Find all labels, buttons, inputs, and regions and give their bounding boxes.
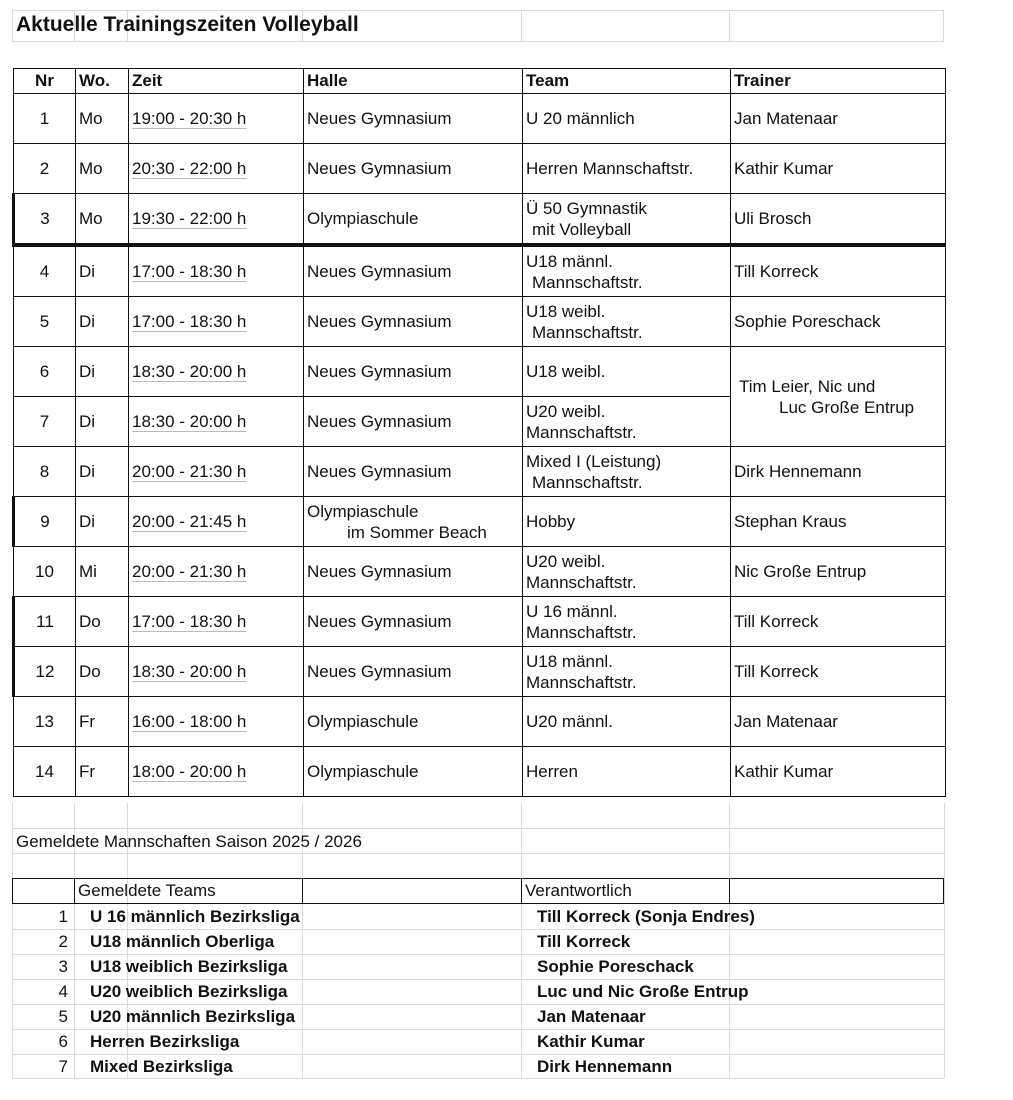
cell-nr: 9 bbox=[14, 497, 76, 547]
cell-time[interactable] bbox=[129, 245, 304, 297]
cell-trainer: Till Korreck bbox=[731, 597, 946, 647]
cell-time[interactable] bbox=[129, 144, 304, 194]
table-row bbox=[14, 747, 946, 797]
time-link[interactable]: 17:00 - 18:30 h bbox=[132, 312, 247, 331]
cell-trainer: Till Korreck bbox=[731, 647, 946, 697]
time-link[interactable]: 20:00 - 21:45 h bbox=[132, 512, 247, 531]
table-row bbox=[14, 547, 946, 597]
table-row bbox=[14, 347, 946, 397]
team-name: U 16 männlich Bezirksliga bbox=[90, 907, 300, 926]
column-header-nr: Nr bbox=[14, 69, 76, 94]
time-link[interactable]: 20:30 - 22:00 h bbox=[132, 159, 247, 178]
cell-weekday: Mi bbox=[76, 547, 129, 597]
cell-hall: Neues Gymnasium bbox=[304, 347, 523, 397]
team-line-2: Mannschaftstr. bbox=[526, 422, 637, 442]
cell-nr: 10 bbox=[14, 547, 76, 597]
list-item bbox=[12, 904, 944, 929]
team-name: U20 männlich Bezirksliga bbox=[90, 1007, 296, 1026]
team-number: 7 bbox=[58, 1057, 68, 1076]
cell-nr: 11 bbox=[14, 597, 76, 647]
table-row bbox=[14, 597, 946, 647]
cell-team: U20 männl. bbox=[523, 697, 731, 747]
cell-nr: 4 bbox=[14, 245, 76, 297]
cell-time[interactable] bbox=[129, 397, 304, 447]
cell-team bbox=[523, 194, 731, 246]
cell-trainer: Till Korreck bbox=[731, 245, 946, 297]
cell-nr: 1 bbox=[14, 94, 76, 144]
cell-team: Herren bbox=[523, 747, 731, 797]
cell-time[interactable] bbox=[129, 347, 304, 397]
cell-time[interactable] bbox=[129, 194, 304, 246]
cell-hall: Neues Gymnasium bbox=[304, 144, 523, 194]
cell-hall: Neues Gymnasium bbox=[304, 297, 523, 347]
team-responsible: Till Korreck bbox=[537, 932, 631, 951]
time-link[interactable]: 18:30 - 20:00 h bbox=[132, 362, 247, 381]
cell-weekday: Fr bbox=[76, 697, 129, 747]
trainer-line-1: Tim Leier, Nic und bbox=[739, 376, 876, 396]
cell-weekday: Do bbox=[76, 647, 129, 697]
cell-hall: Olympiaschule bbox=[304, 697, 523, 747]
list-item bbox=[12, 1004, 944, 1029]
team-line-1: U18 männl. bbox=[526, 251, 613, 271]
team-line-2: Mannschaftstr. bbox=[532, 272, 643, 292]
cell-weekday: Di bbox=[76, 447, 129, 497]
cell-weekday: Di bbox=[76, 297, 129, 347]
cell-time[interactable] bbox=[129, 297, 304, 347]
cell-weekday: Di bbox=[76, 397, 129, 447]
cell-trainer: Sophie Poreschack bbox=[731, 297, 946, 347]
team-responsible: Sophie Poreschack bbox=[537, 957, 694, 976]
cell-hall: Neues Gymnasium bbox=[304, 447, 523, 497]
cell-hall: Neues Gymnasium bbox=[304, 597, 523, 647]
teams-header-empty-cell bbox=[302, 878, 522, 904]
team-line-1: U18 männl. bbox=[526, 651, 613, 671]
cell-nr: 8 bbox=[14, 447, 76, 497]
time-link[interactable]: 20:00 - 21:30 h bbox=[132, 462, 247, 481]
list-item bbox=[12, 1054, 944, 1079]
cell-weekday: Di bbox=[76, 245, 129, 297]
cell-time[interactable] bbox=[129, 747, 304, 797]
team-number: 4 bbox=[58, 982, 68, 1001]
team-number: 1 bbox=[58, 907, 68, 926]
team-line-1: U18 weibl. bbox=[526, 301, 606, 321]
cell-time[interactable] bbox=[129, 497, 304, 547]
team-name: U18 weiblich Bezirksliga bbox=[90, 957, 288, 976]
cell-nr: 13 bbox=[14, 697, 76, 747]
cell-weekday: Di bbox=[76, 347, 129, 397]
trainer-line-2: Luc Große Entrup bbox=[779, 397, 915, 417]
time-link[interactable]: 18:30 - 20:00 h bbox=[132, 662, 247, 681]
table-row bbox=[14, 144, 946, 194]
team-responsible: Dirk Hennemann bbox=[537, 1057, 673, 1076]
cell-nr: 3 bbox=[14, 194, 76, 246]
table-row bbox=[14, 447, 946, 497]
cell-trainer: Jan Matenaar bbox=[731, 697, 946, 747]
hall-line-2: im Sommer Beach bbox=[347, 522, 487, 542]
team-name: Herren Bezirksliga bbox=[90, 1032, 240, 1051]
column-header-weekday: Wo. bbox=[76, 69, 129, 94]
cell-time[interactable] bbox=[129, 94, 304, 144]
table-row bbox=[14, 297, 946, 347]
time-link[interactable]: 19:00 - 20:30 h bbox=[132, 109, 247, 128]
cell-weekday: Do bbox=[76, 597, 129, 647]
list-item bbox=[12, 929, 944, 954]
team-responsible: Kathir Kumar bbox=[537, 1032, 645, 1051]
time-link[interactable]: 18:00 - 20:00 h bbox=[132, 762, 247, 781]
cell-time[interactable] bbox=[129, 597, 304, 647]
time-link[interactable]: 17:00 - 18:30 h bbox=[132, 262, 247, 281]
table-row bbox=[14, 245, 946, 297]
team-line-2: mit Volleyball bbox=[532, 219, 632, 239]
cell-trainer: Uli Brosch bbox=[731, 194, 946, 246]
cell-team bbox=[523, 647, 731, 697]
cell-hall: Neues Gymnasium bbox=[304, 94, 523, 144]
cell-weekday: Fr bbox=[76, 747, 129, 797]
cell-hall: Neues Gymnasium bbox=[304, 245, 523, 297]
cell-weekday: Mo bbox=[76, 194, 129, 246]
cell-trainer-merged bbox=[731, 347, 946, 447]
time-link[interactable]: 19:30 - 22:00 h bbox=[132, 209, 247, 228]
cell-trainer: Kathir Kumar bbox=[731, 144, 946, 194]
column-header-trainer: Trainer bbox=[731, 69, 946, 94]
time-link[interactable]: 16:00 - 18:00 h bbox=[132, 712, 247, 731]
cell-weekday: Di bbox=[76, 497, 129, 547]
cell-nr: 14 bbox=[14, 747, 76, 797]
cell-hall: Neues Gymnasium bbox=[304, 397, 523, 447]
cell-trainer: Dirk Hennemann bbox=[731, 447, 946, 497]
cell-team: U 20 männlich bbox=[523, 94, 731, 144]
cell-trainer: Stephan Kraus bbox=[731, 497, 946, 547]
time-link[interactable]: 17:00 - 18:30 h bbox=[132, 612, 247, 631]
team-number: 6 bbox=[58, 1032, 68, 1051]
cell-weekday: Mo bbox=[76, 94, 129, 144]
cell-trainer: Jan Matenaar bbox=[731, 94, 946, 144]
team-line-1: U20 weibl. bbox=[526, 551, 606, 571]
teams-header-teams: Gemeldete Teams bbox=[78, 881, 216, 900]
cell-time[interactable] bbox=[129, 697, 304, 747]
page-title: Aktuelle Trainingszeiten Volleyball bbox=[16, 13, 359, 36]
team-line-2: Mannschaftstr. bbox=[526, 572, 637, 592]
table-row bbox=[14, 94, 946, 144]
table-row bbox=[14, 194, 946, 246]
team-line-2: Mannschaftstr. bbox=[526, 622, 637, 642]
list-item bbox=[12, 1029, 944, 1054]
team-number: 2 bbox=[58, 932, 68, 951]
cell-nr: 7 bbox=[14, 397, 76, 447]
team-name: Mixed Bezirksliga bbox=[90, 1057, 233, 1076]
cell-time[interactable] bbox=[129, 647, 304, 697]
cell-hall: Olympiaschule bbox=[304, 747, 523, 797]
table-row bbox=[14, 497, 946, 547]
column-header-time: Zeit bbox=[129, 69, 304, 94]
table-row bbox=[14, 697, 946, 747]
cell-nr: 12 bbox=[14, 647, 76, 697]
cell-hall bbox=[304, 497, 523, 547]
cell-hall: Neues Gymnasium bbox=[304, 647, 523, 697]
time-link[interactable]: 20:00 - 21:30 h bbox=[132, 562, 247, 581]
cell-nr: 2 bbox=[14, 144, 76, 194]
hall-line-1: Olympiaschule bbox=[307, 501, 419, 521]
cell-team: U18 weibl. bbox=[523, 347, 731, 397]
column-header-hall: Halle bbox=[304, 69, 523, 94]
cell-hall: Neues Gymnasium bbox=[304, 547, 523, 597]
list-item bbox=[12, 954, 944, 979]
team-name: U18 männlich Oberliga bbox=[90, 932, 275, 951]
teams-section-title: Gemeldete Mannschaften Saison 2025 / 2026 bbox=[16, 832, 362, 851]
cell-team: Hobby bbox=[523, 497, 731, 547]
team-line-1: Ü 50 Gymnastik bbox=[526, 198, 647, 218]
team-responsible: Jan Matenaar bbox=[537, 1007, 646, 1026]
table-header-row bbox=[14, 69, 946, 94]
team-line-2: Mannschaftstr. bbox=[532, 472, 643, 492]
cell-team bbox=[523, 297, 731, 347]
cell-team bbox=[523, 447, 731, 497]
cell-team bbox=[523, 245, 731, 297]
teams-header-responsible: Verantwortlich bbox=[525, 881, 632, 900]
team-responsible: Luc und Nic Große Entrup bbox=[537, 982, 749, 1001]
cell-team bbox=[523, 597, 731, 647]
team-name: U20 weiblich Bezirksliga bbox=[90, 982, 288, 1001]
teams-header-empty-cell-2 bbox=[729, 878, 944, 904]
team-line-1: Mixed I (Leistung) bbox=[526, 451, 662, 471]
cell-time[interactable] bbox=[129, 547, 304, 597]
team-line-2: Mannschaftstr. bbox=[532, 322, 643, 342]
team-responsible: Till Korreck (Sonja Endres) bbox=[537, 907, 755, 926]
table-row bbox=[14, 647, 946, 697]
team-line-1: U 16 männl. bbox=[526, 601, 618, 621]
cell-nr: 6 bbox=[14, 347, 76, 397]
column-header-team: Team bbox=[523, 69, 731, 94]
list-item bbox=[12, 979, 944, 1004]
cell-team bbox=[523, 397, 731, 447]
cell-hall: Olympiaschule bbox=[304, 194, 523, 246]
cell-weekday: Mo bbox=[76, 144, 129, 194]
cell-team bbox=[523, 547, 731, 597]
team-number: 3 bbox=[58, 957, 68, 976]
teams-header-num-cell bbox=[12, 878, 75, 904]
cell-team: Herren Mannschaftstr. bbox=[523, 144, 731, 194]
cell-trainer: Nic Große Entrup bbox=[731, 547, 946, 597]
cell-trainer: Kathir Kumar bbox=[731, 747, 946, 797]
cell-time[interactable] bbox=[129, 447, 304, 497]
team-number: 5 bbox=[58, 1007, 68, 1026]
team-line-2: Mannschaftstr. bbox=[526, 672, 637, 692]
team-line-1: U20 weibl. bbox=[526, 401, 606, 421]
time-link[interactable]: 18:30 - 20:00 h bbox=[132, 412, 247, 431]
cell-nr: 5 bbox=[14, 297, 76, 347]
training-schedule-table bbox=[12, 68, 946, 797]
